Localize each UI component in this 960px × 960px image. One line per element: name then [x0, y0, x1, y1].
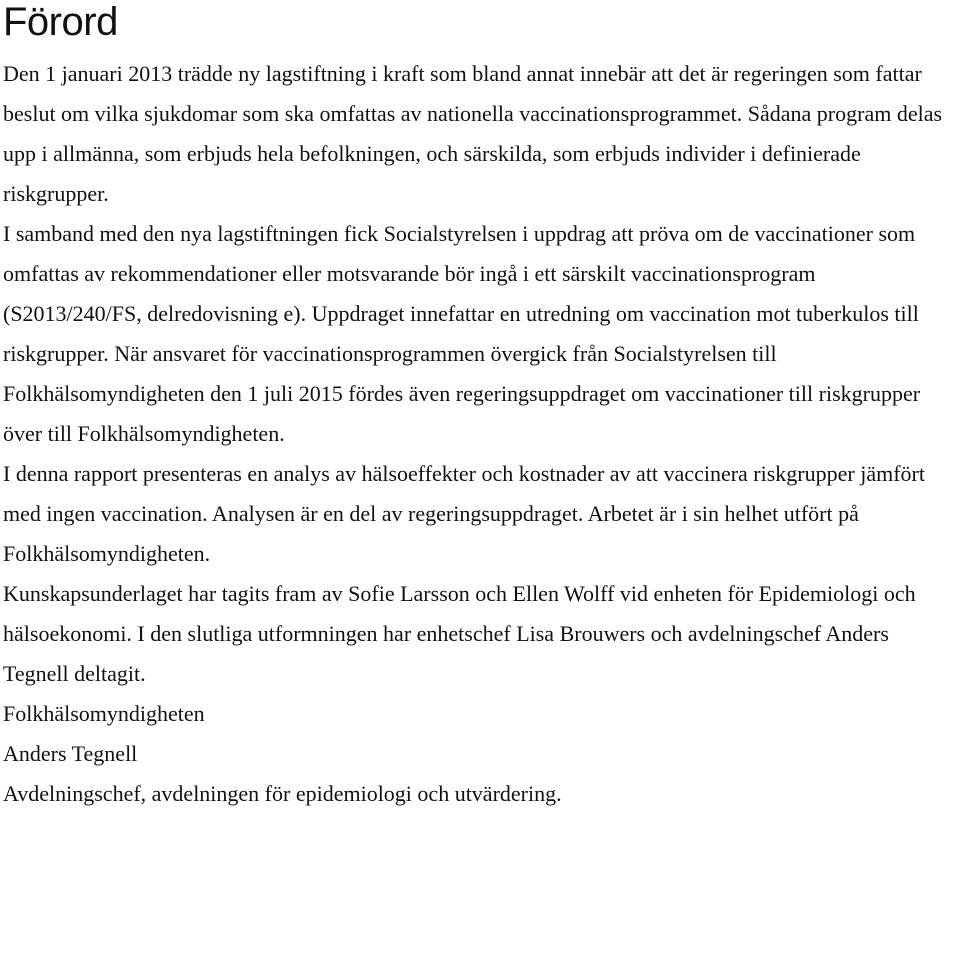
signatory-name: Anders Tegnell [3, 741, 138, 766]
paragraph-report: I denna rapport presenteras en analys av hälsoeffekter och kostnader av att vaccinera riskgrupper jämfört med ingen vaccination. Analysen är en del av regeringsuppdraget. Arbetet är i sin helhet utfört på Folkhälsomyndigheten. [3, 461, 925, 566]
paragraph-assignment: I samband med den nya lagstiftningen fick Socialstyrelsen i uppdrag att pröva om de vaccinationer som omfattas av rekommendationer eller motsvarande bör ingå i ett särskilt vaccinationsprogram (S2013/240/FS, delredovisning e). Uppdraget innefattar en utredning om vaccination mot tuberkulos till riskgrupper. När ansvaret för vaccinationsprogrammen övergick från Socialstyrelsen till Folkhälsomyndigheten den 1 juli 2015 fördes även regeringsuppdraget om vaccinationer till riskgrupper över till Folkhälsomyndigheten. [3, 221, 921, 446]
paragraph-authors: Kunskapsunderlaget har tagits fram av Sofie Larsson och Ellen Wolff vid enheten för Epidemiologi och hälsoekonomi. I den slutliga utformningen har enhetschef Lisa Brouwers och avdelningschef Anders Tegnell deltagit. [3, 581, 916, 686]
paragraph-legislation: Den 1 januari 2013 trädde ny lagstiftning i kraft som bland annat innebär att det är regeringen som fattar beslut om vilka sjukdomar som ska omfattas av nationella vaccinationsprogrammet. Sådana program delas upp i allmänna, som erbjuds hela befolkningen, och särskilda, som erbjuds individer i definierade riskgrupper. [3, 61, 943, 206]
page-title: Förord [3, 0, 118, 44]
organization-name: Folkhälsomyndigheten [3, 701, 205, 726]
signatory-title: Avdelningschef, avdelningen för epidemiologi och utvärdering. [3, 781, 562, 806]
document-page [3, 0, 953, 814]
